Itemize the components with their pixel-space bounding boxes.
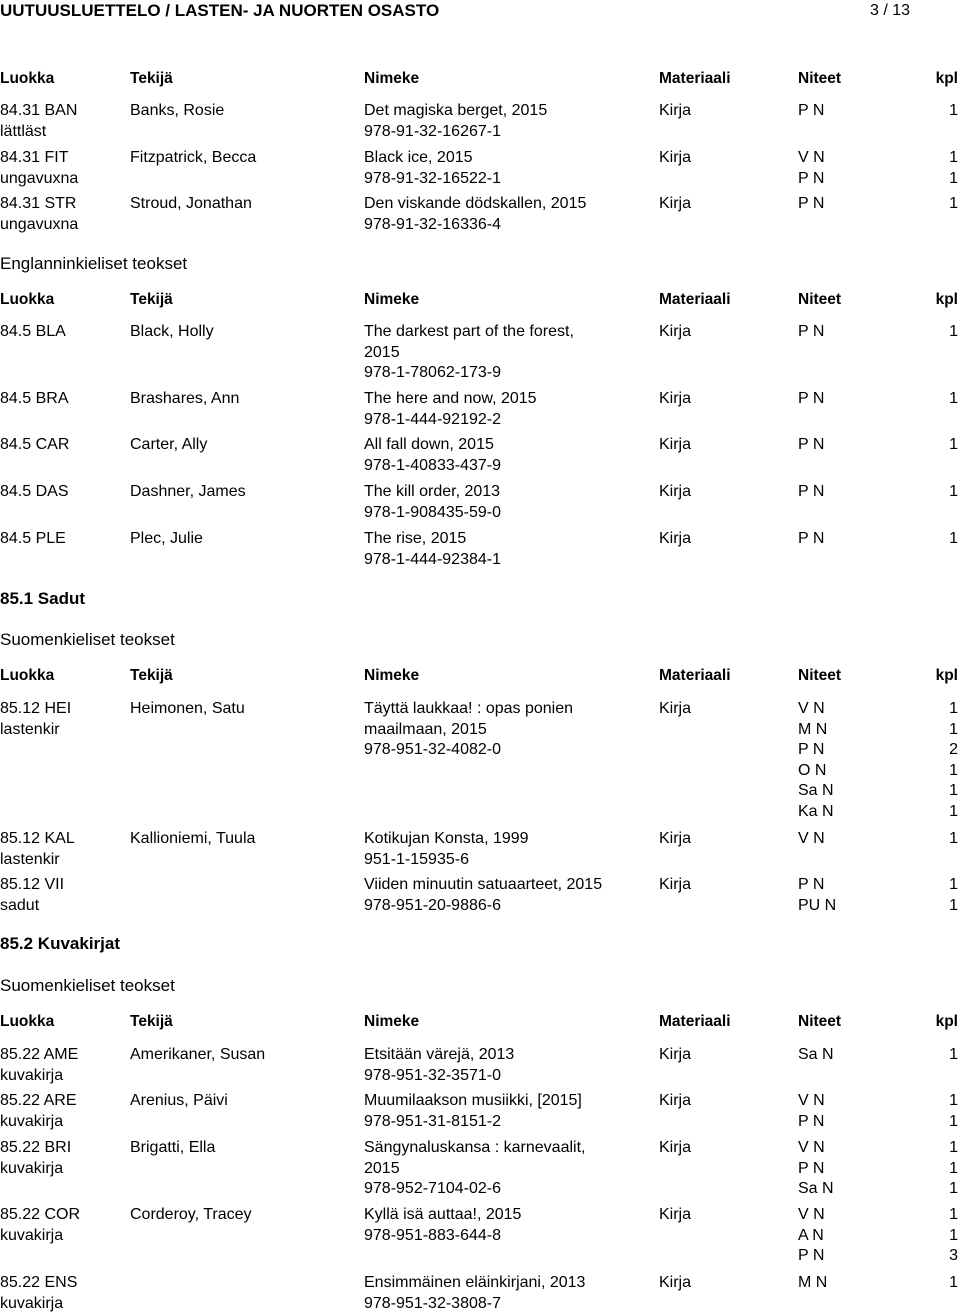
row-kpl-count: 1 [949, 1092, 958, 1109]
row-niteet-code: P N [798, 876, 825, 893]
row-materiaali: Kirja [659, 195, 692, 212]
row-kpl-count: 1 [949, 720, 958, 738]
row-materiaali: Kirja [659, 1139, 692, 1156]
column-header-nimeke: Nimeke [364, 667, 420, 684]
column-header-kpl: kpl [935, 291, 958, 308]
row-nimeke: 2015 [364, 343, 400, 361]
row-luokka-group: ungavuxna [0, 169, 79, 187]
row-niteet-code: P N [798, 102, 825, 119]
column-header-kpl: kpl [935, 70, 958, 87]
row-isbn: 978-1-908435-59-0 [364, 503, 501, 521]
column-header-materiaali: Materiaali [659, 667, 731, 684]
row-niteet-code: A N [798, 1226, 824, 1244]
row-niteet-code: V N [798, 830, 825, 847]
row-materiaali: Kirja [659, 149, 692, 166]
row-niteet-code: P N [798, 195, 825, 212]
row-isbn: 978-951-32-3808-7 [364, 1294, 501, 1312]
row-nimeke: The rise, 2015 [364, 530, 467, 547]
row-luokka-code: 84.31 FIT [0, 149, 69, 166]
row-luokka-code: 85.22 COR [0, 1206, 81, 1223]
row-luokka-group: ungavuxna [0, 215, 79, 233]
row-kpl-count: 1 [949, 782, 958, 800]
row-materiaali: Kirja [659, 700, 692, 717]
row-nimeke: Viiden minuutin satuaarteet, 2015 [364, 876, 603, 893]
row-isbn: 978-951-32-3571-0 [364, 1066, 501, 1084]
row-kpl-count: 2 [949, 741, 958, 759]
row-luokka-code: 84.5 DAS [0, 483, 69, 500]
row-materiaali: Kirja [659, 390, 692, 407]
row-nimeke: All fall down, 2015 [364, 436, 494, 453]
row-isbn: 951-1-15935-6 [364, 850, 469, 868]
row-luokka-code: 84.5 BLA [0, 323, 66, 340]
section-heading: 85.2 Kuvakirjat [0, 934, 121, 953]
row-tekija: Plec, Julie [130, 530, 203, 547]
row-luokka-code: 84.31 STR [0, 195, 77, 212]
row-luokka-code: 85.22 BRI [0, 1139, 72, 1156]
row-luokka-code: 85.12 KAL [0, 830, 75, 847]
row-tekija: Fitzpatrick, Becca [130, 149, 257, 166]
row-kpl-count: 1 [949, 1112, 958, 1130]
row-luokka-code: 84.31 BAN [0, 102, 78, 119]
row-tekija: Kallioniemi, Tuula [130, 830, 256, 847]
column-header-kpl: kpl [935, 1013, 958, 1030]
row-kpl-count: 1 [949, 1206, 958, 1223]
row-niteet-code: P N [798, 1159, 825, 1177]
row-nimeke: The here and now, 2015 [364, 390, 537, 407]
column-header-tekija: Tekijä [130, 70, 173, 87]
row-kpl-count: 1 [949, 1139, 958, 1156]
row-nimeke: Den viskande dödskallen, 2015 [364, 195, 587, 212]
column-header-kpl: kpl [935, 667, 958, 684]
row-niteet-code: O N [798, 761, 827, 779]
row-kpl-count: 1 [949, 700, 958, 717]
row-materiaali: Kirja [659, 876, 692, 893]
row-tekija: Black, Holly [130, 323, 214, 340]
row-luokka-group: lastenkir [0, 850, 60, 868]
row-luokka-code: 84.5 BRA [0, 390, 69, 407]
row-materiaali: Kirja [659, 1046, 692, 1063]
row-luokka-group: sadut [0, 896, 40, 914]
column-header-luokka: Luokka [0, 70, 55, 87]
column-header-luokka: Luokka [0, 291, 55, 308]
row-kpl-count: 1 [949, 390, 958, 407]
row-nimeke: maailmaan, 2015 [364, 720, 487, 738]
row-isbn: 978-951-20-9886-6 [364, 896, 501, 914]
column-header-luokka: Luokka [0, 1013, 55, 1030]
row-niteet-code: P N [798, 390, 825, 407]
row-materiaali: Kirja [659, 436, 692, 453]
page-separator: / [883, 2, 893, 19]
column-header-luokka: Luokka [0, 667, 55, 684]
column-header-niteet: Niteet [798, 70, 842, 87]
row-materiaali: Kirja [659, 323, 692, 340]
page-total: 13 [892, 2, 911, 19]
row-nimeke: The darkest part of the forest, [364, 323, 574, 340]
row-isbn: 978-91-32-16336-4 [364, 215, 501, 233]
row-kpl-count: 1 [949, 530, 958, 547]
row-kpl-count: 1 [949, 195, 958, 212]
column-header-niteet: Niteet [798, 1013, 842, 1030]
row-tekija: Banks, Rosie [130, 102, 225, 119]
row-luokka-code: 85.12 VII [0, 876, 65, 893]
row-isbn: 978-91-32-16267-1 [364, 122, 501, 140]
row-kpl-count: 1 [949, 896, 958, 914]
row-niteet-code: V N [798, 1206, 825, 1223]
section-heading: 85.1 Sadut [0, 589, 86, 608]
row-tekija: Arenius, Päivi [130, 1092, 228, 1109]
row-tekija: Amerikaner, Susan [130, 1046, 266, 1063]
row-kpl-count: 1 [949, 1274, 958, 1291]
row-materiaali: Kirja [659, 530, 692, 547]
row-kpl-count: 1 [949, 1159, 958, 1177]
row-tekija: Carter, Ally [130, 436, 208, 453]
row-isbn: 978-1-40833-437-9 [364, 456, 501, 474]
row-nimeke: Sängynaluskansa : karnevaalit, [364, 1139, 586, 1156]
row-niteet-code: V N [798, 149, 825, 166]
row-nimeke: Muumilaakson musiikki, [2015] [364, 1092, 582, 1109]
row-kpl-count: 1 [949, 102, 958, 119]
row-kpl-count: 1 [949, 1046, 958, 1063]
row-tekija: Brigatti, Ella [130, 1139, 216, 1156]
row-niteet-code: PU N [798, 896, 837, 914]
row-niteet-code: M N [798, 720, 828, 738]
row-materiaali: Kirja [659, 1274, 692, 1291]
row-kpl-count: 1 [949, 1226, 958, 1244]
row-niteet-code: P N [798, 741, 825, 759]
row-isbn: 978-951-883-644-8 [364, 1226, 501, 1244]
row-niteet-code: P N [798, 1112, 825, 1130]
row-nimeke: Det magiska berget, 2015 [364, 102, 548, 119]
section-subheading: Englanninkieliset teokset [0, 254, 188, 273]
row-niteet-code: P N [798, 323, 825, 340]
row-tekija: Dashner, James [130, 483, 246, 500]
row-luokka-code: 85.22 ENS [0, 1274, 78, 1291]
row-niteet-code: P N [798, 169, 825, 187]
page-title: UUTUUSLUETTELO / LASTEN- JA NUORTEN OSASTO [0, 1, 440, 20]
row-luokka-code: 85.12 HEI [0, 700, 72, 717]
row-kpl-count: 1 [949, 323, 958, 340]
section-subheading: Suomenkieliset teokset [0, 630, 175, 649]
column-header-tekija: Tekijä [130, 1013, 173, 1030]
row-kpl-count: 1 [949, 876, 958, 893]
column-header-niteet: Niteet [798, 667, 842, 684]
row-kpl-count: 1 [949, 483, 958, 500]
row-niteet-code: M N [798, 1274, 828, 1291]
column-header-materiaali: Materiaali [659, 291, 731, 308]
row-isbn: 978-1-444-92192-2 [364, 410, 501, 428]
row-kpl-count: 1 [949, 436, 958, 453]
row-luokka-group: lastenkir [0, 720, 60, 738]
row-kpl-count: 1 [949, 1180, 958, 1198]
page-indicator [870, 1, 910, 21]
row-niteet-code: V N [798, 1139, 825, 1156]
row-kpl-count: 1 [949, 761, 958, 779]
row-niteet-code: P N [798, 483, 825, 500]
row-niteet-code: Sa N [798, 1180, 834, 1198]
row-isbn: 978-951-32-4082-0 [364, 741, 501, 759]
row-niteet-code: Sa N [798, 1046, 834, 1063]
row-luokka-group: lättläst [0, 122, 47, 140]
row-luokka-group: kuvakirja [0, 1112, 64, 1130]
row-luokka-group: kuvakirja [0, 1294, 64, 1312]
row-luokka-code: 85.22 ARE [0, 1092, 77, 1109]
row-niteet-code: P N [798, 530, 825, 547]
row-nimeke: The kill order, 2013 [364, 483, 501, 500]
section-subheading: Suomenkieliset teokset [0, 976, 175, 995]
row-isbn: 978-1-78062-173-9 [364, 364, 501, 382]
row-luokka-group: kuvakirja [0, 1226, 64, 1244]
column-header-materiaali: Materiaali [659, 70, 731, 87]
column-header-niteet: Niteet [798, 291, 842, 308]
row-luokka-code: 84.5 CAR [0, 436, 70, 453]
row-niteet-code: V N [798, 700, 825, 717]
page-number: 3 [870, 2, 879, 19]
row-isbn: 978-1-444-92384-1 [364, 550, 501, 568]
row-materiaali: Kirja [659, 102, 692, 119]
row-isbn: 978-952-7104-02-6 [364, 1180, 501, 1198]
row-luokka-code: 85.22 AME [0, 1046, 79, 1063]
column-header-tekija: Tekijä [130, 291, 173, 308]
row-tekija: Brashares, Ann [130, 390, 240, 407]
row-kpl-count: 1 [949, 830, 958, 847]
row-nimeke: Täyttä laukkaa! : opas ponien [364, 700, 574, 717]
column-header-materiaali: Materiaali [659, 1013, 731, 1030]
row-niteet-code: P N [798, 436, 825, 453]
row-tekija: Corderoy, Tracey [130, 1206, 252, 1223]
row-luokka-group: kuvakirja [0, 1066, 64, 1084]
row-niteet-code: Sa N [798, 782, 834, 800]
row-niteet-code: V N [798, 1092, 825, 1109]
row-kpl-count: 1 [949, 803, 958, 820]
row-isbn: 978-91-32-16522-1 [364, 169, 501, 187]
row-kpl-count: 3 [949, 1247, 958, 1265]
column-header-nimeke: Nimeke [364, 1013, 420, 1030]
column-header-nimeke: Nimeke [364, 291, 420, 308]
row-kpl-count: 1 [949, 169, 958, 187]
row-materiaali: Kirja [659, 1092, 692, 1109]
row-nimeke: Etsitään värejä, 2013 [364, 1046, 515, 1063]
column-header-nimeke: Nimeke [364, 70, 420, 87]
row-nimeke: Kotikujan Konsta, 1999 [364, 830, 529, 847]
row-kpl-count: 1 [949, 149, 958, 166]
row-nimeke: 2015 [364, 1159, 400, 1177]
row-materiaali: Kirja [659, 483, 692, 500]
row-isbn: 978-951-31-8151-2 [364, 1112, 501, 1130]
row-niteet-code: P N [798, 1247, 825, 1265]
row-niteet-code: Ka N [798, 803, 834, 820]
row-luokka-code: 84.5 PLE [0, 530, 66, 547]
column-header-tekija: Tekijä [130, 667, 173, 684]
row-luokka-group: kuvakirja [0, 1159, 64, 1177]
row-nimeke: Black ice, 2015 [364, 149, 473, 166]
row-materiaali: Kirja [659, 830, 692, 847]
row-tekija: Heimonen, Satu [130, 700, 245, 717]
row-nimeke: Ensimmäinen eläinkirjani, 2013 [364, 1274, 586, 1291]
row-materiaali: Kirja [659, 1206, 692, 1223]
row-nimeke: Kyllä isä auttaa!, 2015 [364, 1206, 522, 1223]
row-tekija: Stroud, Jonathan [130, 195, 252, 212]
